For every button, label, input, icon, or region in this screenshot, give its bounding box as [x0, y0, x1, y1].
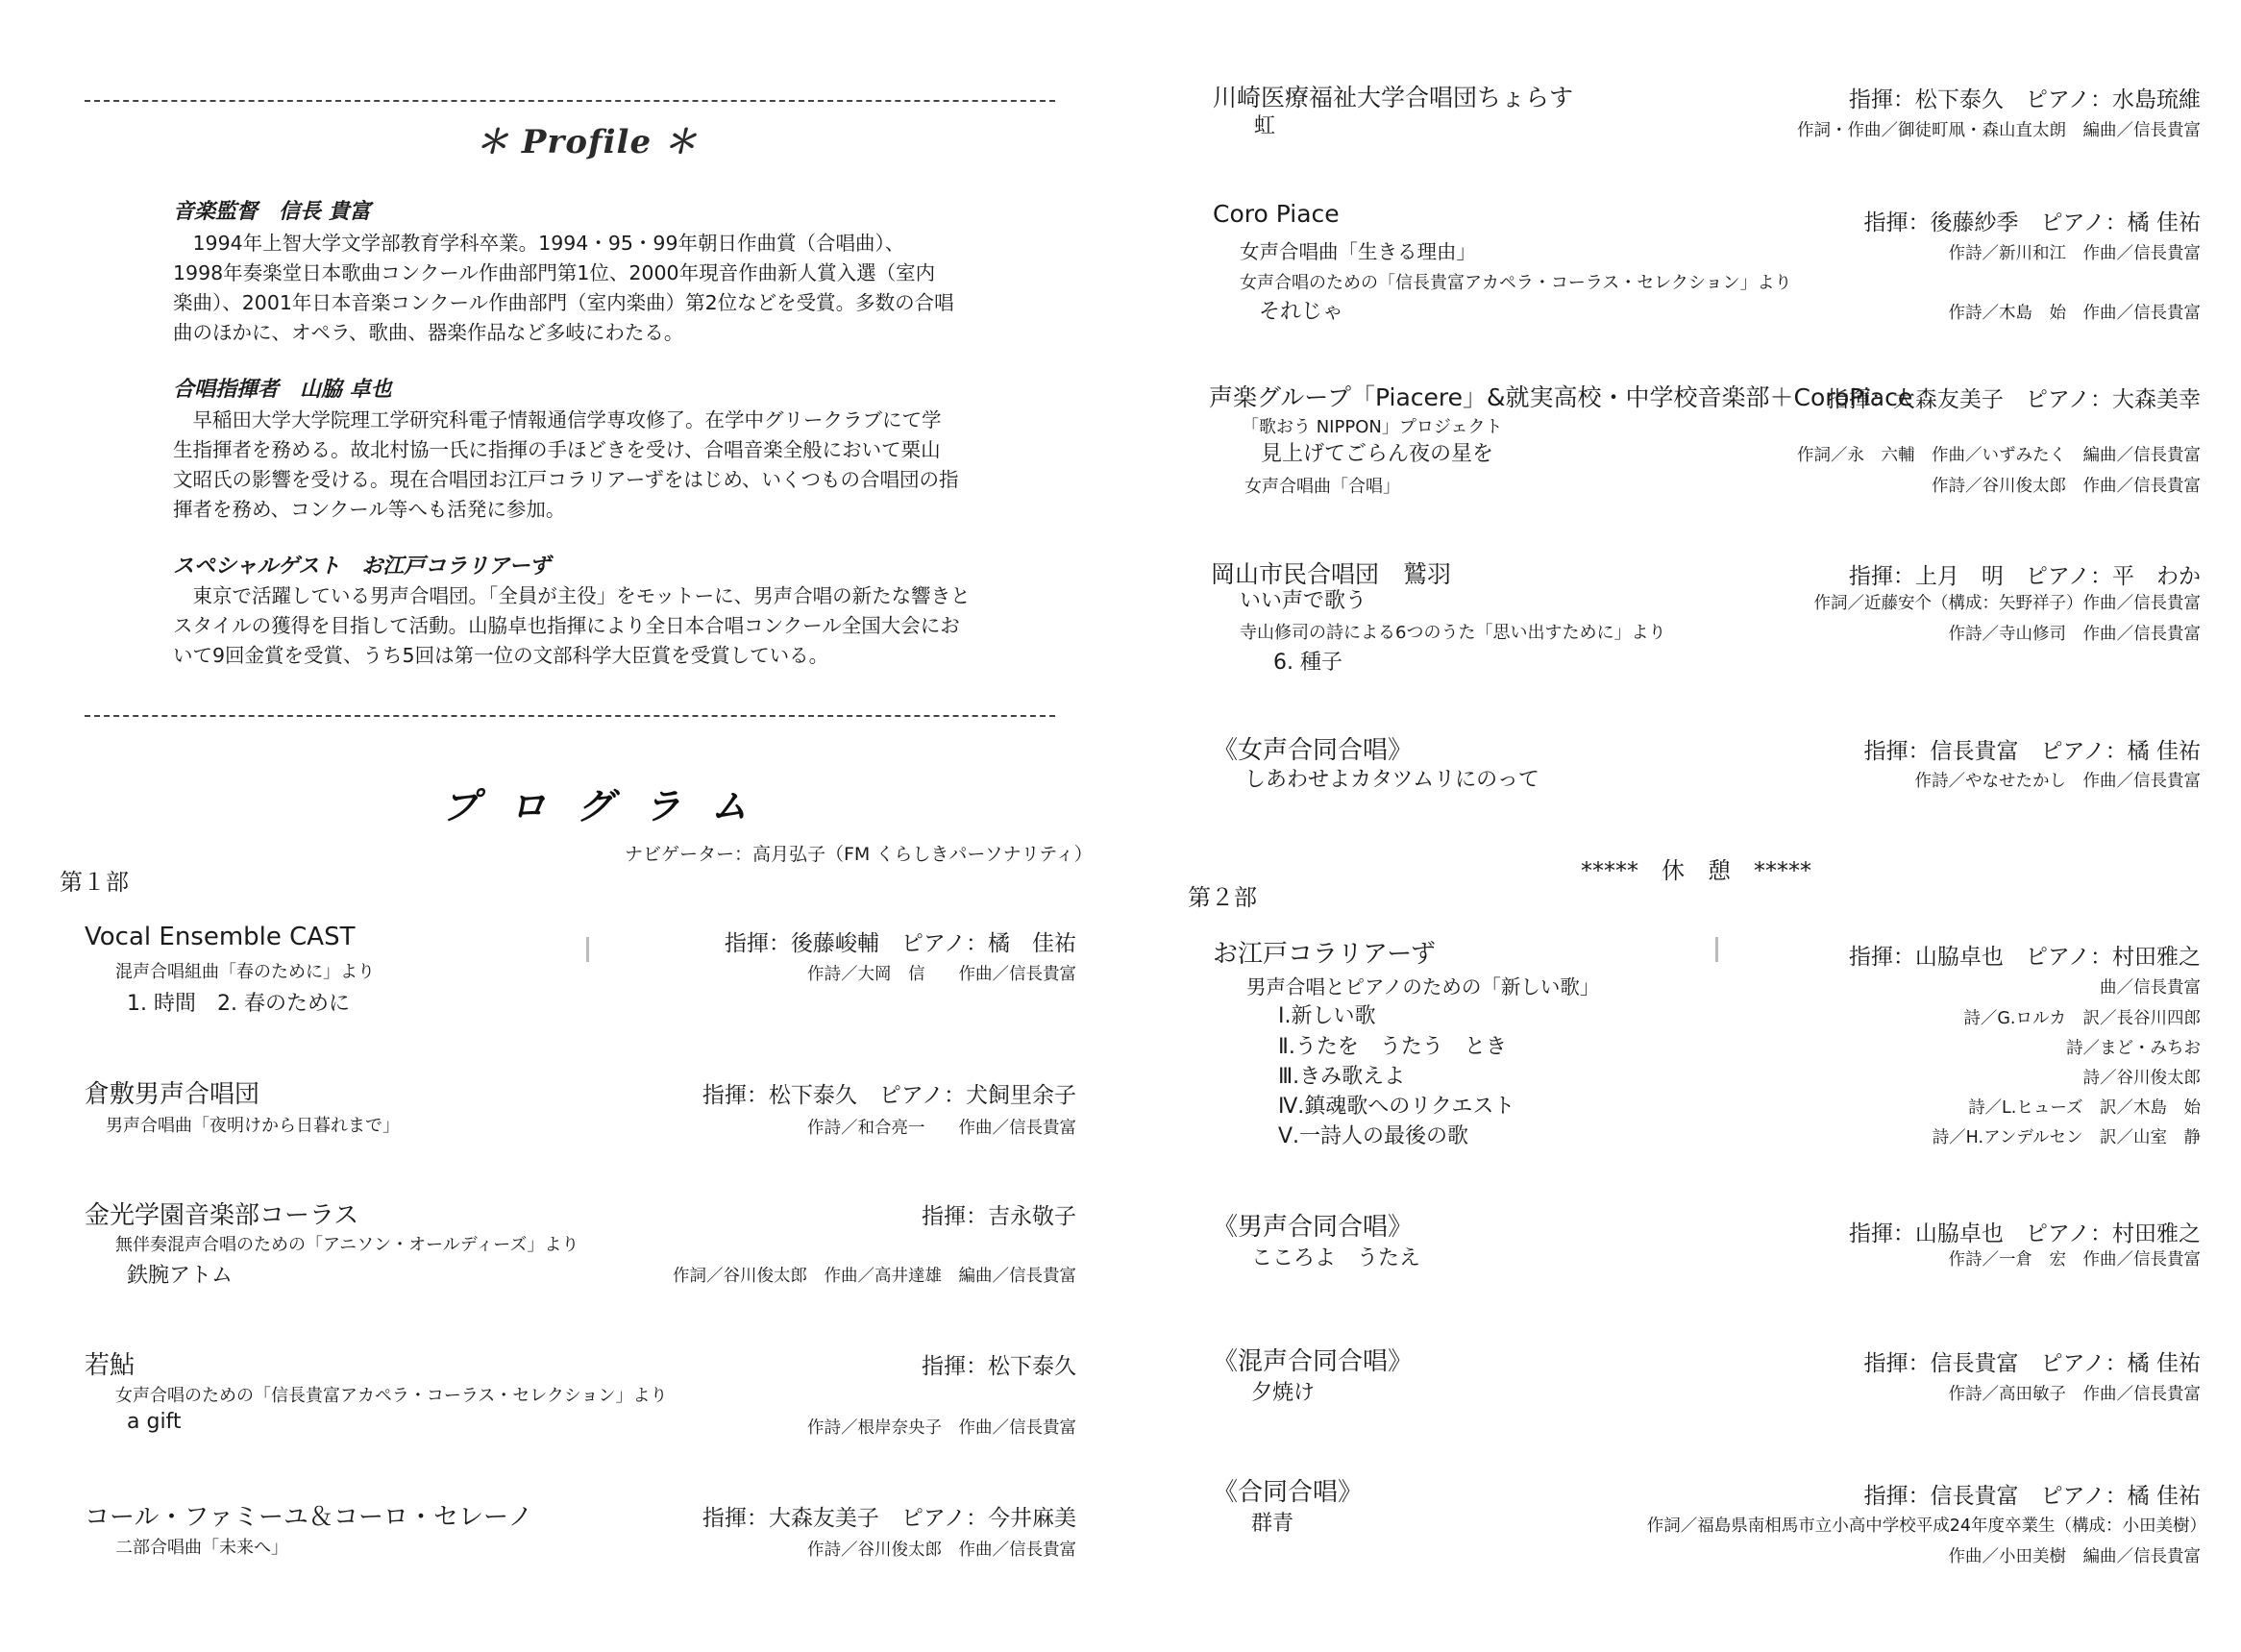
intermission: ***** 休 憩 *****: [1581, 857, 1811, 884]
composer-credit: 作詩／和合亮一 作曲／信長貴富: [807, 1119, 1076, 1138]
song-title: 1. 時間 2. 春のために: [127, 992, 350, 1016]
part1-label: 第１部: [60, 869, 129, 896]
composer-credit: 詩／H.アンデルセン 訳／山室 静: [1932, 1128, 2201, 1147]
work-title: 二部合唱曲「未来へ」: [115, 1538, 288, 1558]
divider-middle: [85, 715, 1055, 717]
conductor-credit: 指揮：山脇卓也 ピアノ：村田雅之: [1848, 1221, 2201, 1246]
conductor-credit: 指揮：後藤峻輔 ピアノ：橘 佳祐: [724, 931, 1076, 956]
work-title: 男声合唱曲「夜明けから日暮れまで」: [106, 1116, 400, 1136]
group-name: コール・ファミーユ＆コーロ・セレーノ: [85, 1503, 533, 1532]
composer-credit: 作詩／やなせたかし 作曲／信長貴富: [1914, 772, 2201, 791]
composer-credit: 作詞／谷川俊太郎 作曲／高井達雄 編曲／信長貴富: [673, 1267, 1076, 1286]
work-title: 女声合唱曲「合唱」: [1244, 477, 1400, 497]
song-title: Ⅳ.鎮魂歌へのリクエスト: [1278, 1095, 1515, 1119]
group-name: 金光学園音楽部コーラス: [85, 1201, 359, 1230]
program-navigator: ナビゲーター：高月弘子（FM くらしきパーソナリティ）: [625, 844, 1093, 865]
composer-credit: 作詩／高田敏子 作曲／信長貴富: [1948, 1385, 2201, 1404]
work-title: 寺山修司の詩による6つのうた「思い出すために」より: [1240, 623, 1666, 643]
page-mark: [586, 937, 589, 962]
conductor-credit: 指揮：大森友美子 ピアノ：今井麻美: [702, 1506, 1076, 1531]
profile-title: ＊ Profile ＊: [476, 123, 698, 161]
work-title: 女声合唱曲「生きる理由」: [1240, 240, 1476, 263]
part2-label: 第２部: [1188, 884, 1257, 911]
conductor-credit: 指揮：松下泰久 ピアノ：水島琉維: [1848, 87, 2201, 112]
conductor-credit: 指揮：松下泰久 ピアノ：犬飼里余子: [702, 1083, 1076, 1108]
composer-credit: 作曲／小田美樹 編曲／信長貴富: [1948, 1547, 2201, 1566]
program-title: プログラム: [442, 785, 778, 827]
song-title: Ⅲ.きみ歌えよ: [1278, 1065, 1406, 1089]
group-name: 《混声合同合唱》: [1213, 1347, 1414, 1376]
composer-credit: 作詩／新川和江 作曲／信長貴富: [1948, 244, 2201, 263]
composer-credit: 作詩／谷川俊太郎 作曲／信長貴富: [1932, 477, 2201, 496]
group-name: 声楽グループ「Piacere」&就実高校・中学校音楽部＋CoroPiace: [1209, 383, 1913, 411]
profile-body-conductor: 早稲田大学大学院理工学研究科電子情報通信学専攻修了。在学中グリークラブにて学 生指揮者を務める。故北村協一氏に指揮の手ほどきを受け、合唱音楽全般において栗山 文昭氏の影響を受ける。現在合唱団お江戸コラリアーずをはじめ、いくつもの合唱団の指 揮者を務め、コンクール等へも活発に参加。: [173, 408, 959, 521]
song-title: 夕焼け: [1251, 1381, 1316, 1405]
conductor-credit: 指揮：後藤紗季 ピアノ：橘 佳祐: [1863, 210, 2201, 235]
song-title: しあわせよカタツムリにのって: [1244, 768, 1539, 792]
profile-heading-guest: スペシャルゲスト お江戸コラリアーず: [173, 555, 551, 579]
song-title: 虹: [1254, 114, 1276, 138]
composer-credit: 作詩／谷川俊太郎 作曲／信長貴富: [807, 1541, 1076, 1560]
composer-credit: 作詩／寺山修司 作曲／信長貴富: [1948, 625, 2201, 644]
song-title: a gift: [127, 1410, 182, 1434]
conductor-credit: 指揮：上月 明 ピアノ：平 わか: [1848, 564, 2201, 589]
group-name: 川崎医療福祉大学合唱団ちょらす: [1213, 84, 1574, 111]
composer-credit: 作詞／永 六輔 作曲／いずみたく 編曲／信長貴富: [1797, 446, 2201, 465]
work-title: 「歌おう NIPPON」プロジェクト: [1242, 417, 1503, 437]
group-name: 《女声合同合唱》: [1213, 736, 1414, 765]
song-title: いい声で歌う: [1240, 589, 1367, 613]
composer-credit: 作詩／根岸奈央子 作曲／信長貴富: [807, 1418, 1076, 1438]
composer-credit: 曲／信長貴富: [2100, 978, 2201, 998]
profile-body-guest: 東京で活躍している男声合唱団。「全員が主役」をモットーに、男声合唱の新たな響きと スタイルの獲得を目指して活動。山脇卓也指揮により全日本合唱コンクール全国大会にお いて9回金賞を受賞、うち5回は第一位の文部科学大臣賞を受賞している。: [173, 584, 971, 667]
song-title: Ⅰ.新しい歌: [1278, 1004, 1376, 1028]
song-title: 見上げてごらん夜の星を: [1261, 442, 1494, 466]
composer-credit: 詩／谷川俊太郎: [2082, 1069, 2201, 1088]
work-title: 混声合唱組曲「春のために」より: [115, 962, 375, 982]
composer-credit: 作詩／木島 始 作曲／信長貴富: [1948, 304, 2201, 323]
song-title: Ⅴ.一詩人の最後の歌: [1278, 1124, 1469, 1148]
profile-heading-conductor: 合唱指揮者 山脇 卓也: [173, 378, 392, 402]
song-title: 群青: [1251, 1512, 1294, 1536]
conductor-credit: 指揮：信長貴富 ピアノ：橘 佳祐: [1863, 1484, 2201, 1509]
group-name: 倉敷男声合唱団: [85, 1080, 260, 1109]
composer-credit: 作詞・作曲／御徒町凧・森山直太朗 編曲／信長貴富: [1797, 121, 2201, 140]
page-mark: [1715, 937, 1718, 962]
group-name: Vocal Ensemble CAST: [85, 923, 356, 951]
work-title: 女声合唱のための「信長貴富アカペラ・コーラス・セレクション」より: [115, 1386, 668, 1406]
group-name: Coro Piace: [1213, 200, 1340, 228]
conductor-credit: 指揮：山脇卓也 ピアノ：村田雅之: [1848, 945, 2201, 970]
song-title: それじゃ: [1259, 300, 1344, 324]
conductor-credit: 指揮：吉永敬子: [922, 1204, 1076, 1229]
group-name: 若鮎: [85, 1351, 135, 1380]
song-title: 6. 種子: [1273, 651, 1342, 675]
composer-credit: 作詞／福島県南相馬市立小高中学校平成24年度卒業生（構成：小田美樹）: [1646, 1516, 2206, 1536]
work-title: 無伴奏混声合唱のための「アニソン・オールディーズ」より: [115, 1235, 579, 1255]
profile-heading-director: 音楽監督 信長 貴富: [173, 200, 371, 224]
work-title: 男声合唱とピアノのための「新しい歌」: [1246, 975, 1600, 999]
conductor-credit: 指揮：信長貴富 ピアノ：橘 佳祐: [1863, 739, 2201, 764]
group-name: 岡山市民合唱団 鷲羽: [1211, 560, 1452, 588]
song-title: Ⅱ.うたを うたう とき: [1278, 1035, 1507, 1059]
divider-top: [85, 100, 1055, 102]
composer-credit: 詩／L.ヒューズ 訳／木島 始: [1968, 1098, 2201, 1118]
composer-credit: 作詞／近藤安个（構成：矢野祥子）作曲／信長貴富: [1813, 594, 2201, 613]
song-title: 鉄腕アトム: [127, 1264, 234, 1288]
composer-credit: 詩／まど・みちお: [2066, 1039, 2201, 1058]
song-title: こころよ うたえ: [1251, 1246, 1421, 1270]
group-name: 《男声合同合唱》: [1213, 1213, 1414, 1242]
group-name: 《合同合唱》: [1213, 1478, 1364, 1507]
conductor-credit: 指揮：信長貴富 ピアノ：橘 佳祐: [1863, 1351, 2201, 1376]
composer-credit: 作詩／一倉 宏 作曲／信長貴富: [1948, 1250, 2201, 1270]
conductor-credit: 指揮：大森友美子 ピアノ：大森美幸: [1826, 387, 2201, 412]
composer-credit: 作詩／大岡 信 作曲／信長貴富: [807, 965, 1076, 984]
conductor-credit: 指揮：松下泰久: [922, 1354, 1076, 1379]
work-title: 女声合唱のための「信長貴富アカペラ・コーラス・セレクション」より: [1240, 273, 1792, 293]
profile-body-director: 1994年上智大学文学部教育学科卒業。1994・95・99年朝日作曲賞（合唱曲）、 1998年奏楽堂日本歌曲コンクール作曲部門第1位、2000年現音作曲新人賞入選（室内 楽曲）、2001年日本音楽コンクール作曲部門（室内楽曲）第2位などを受賞。多数の合唱 曲のほかに、オペラ、歌曲、器楽作品など多岐にわたる。: [173, 232, 954, 344]
group-name: お江戸コラリアーず: [1213, 940, 1436, 969]
composer-credit: 詩／G.ロルカ 訳／長谷川四郎: [1963, 1009, 2201, 1028]
